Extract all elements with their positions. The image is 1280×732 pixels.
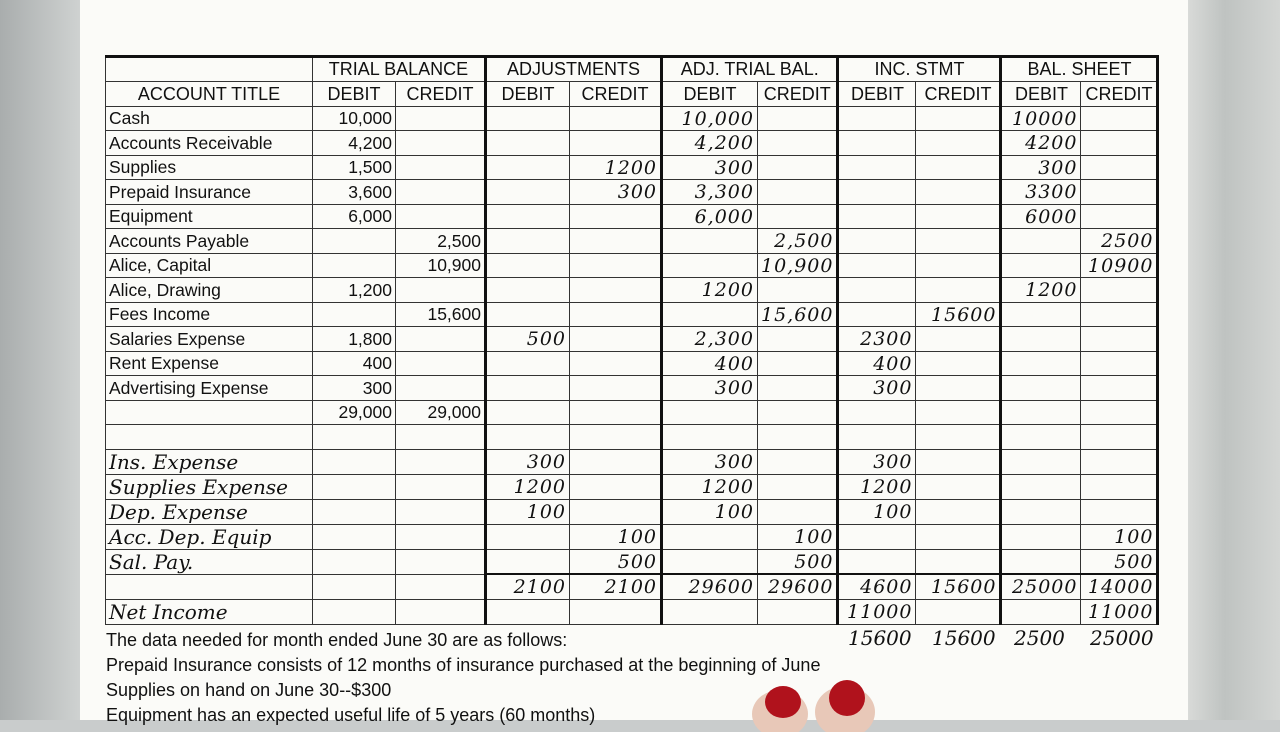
worksheet-row — [106, 229, 1158, 254]
atb-dr-cell — [662, 253, 758, 278]
atb-cr-cell — [758, 400, 838, 425]
adj-dr-cell: 1200 — [486, 474, 570, 499]
is-cr-cell — [916, 549, 1001, 574]
worksheet-row — [106, 204, 1158, 229]
tb-dr-cell — [313, 302, 396, 327]
worksheet-row — [106, 599, 1158, 624]
tb-dr-cell — [313, 425, 396, 450]
group-header-bal-sheet: BAL. SHEET — [1001, 57, 1158, 82]
bs-dr-cell: 3300 — [1001, 180, 1081, 205]
worksheet-row — [106, 425, 1158, 450]
is-dr-cell — [838, 549, 916, 574]
tb-dr-cell: 4,200 — [313, 131, 396, 156]
atb-debit-header: DEBIT — [662, 82, 758, 107]
adj-cr-cell — [570, 106, 662, 131]
account-title-cell: Cash — [106, 106, 313, 131]
adj-cr-cell — [570, 599, 662, 624]
worksheet-row — [106, 376, 1158, 401]
tb-cr-cell — [396, 499, 486, 524]
account-title-cell: Equipment — [106, 204, 313, 229]
adj-dr-cell — [486, 253, 570, 278]
bs-dr-cell — [1001, 400, 1081, 425]
is-dr-cell: 11000 — [838, 599, 916, 624]
account-title-cell: Ins. Expense — [106, 449, 313, 474]
tb-cr-cell — [396, 278, 486, 303]
is-cr-cell — [916, 327, 1001, 352]
bs-cr-cell — [1081, 499, 1158, 524]
worksheet-table-container — [105, 55, 1159, 625]
bs-cr-cell — [1081, 376, 1158, 401]
tb-cr-cell — [396, 131, 486, 156]
is-dr-cell — [838, 425, 916, 450]
account-title-cell: Alice, Capital — [106, 253, 313, 278]
bs-dr-cell: 4200 — [1001, 131, 1081, 156]
adj-cr-cell — [570, 425, 662, 450]
adj-cr-cell — [570, 278, 662, 303]
is-debit-header: DEBIT — [838, 82, 916, 107]
adj-cr-cell — [570, 351, 662, 376]
adj-dr-cell — [486, 351, 570, 376]
atb-dr-cell: 300 — [662, 449, 758, 474]
atb-dr-cell — [662, 400, 758, 425]
is-cr-cell — [916, 253, 1001, 278]
atb-cr-cell: 100 — [758, 524, 838, 549]
tb-dr-cell — [313, 253, 396, 278]
worksheet-table — [105, 55, 1159, 625]
is-dr-cell — [838, 400, 916, 425]
worksheet-row — [106, 155, 1158, 180]
adj-cr-cell — [570, 400, 662, 425]
adj-dr-cell — [486, 131, 570, 156]
atb-credit-header: CREDIT — [758, 82, 838, 107]
atb-cr-cell — [758, 351, 838, 376]
atb-cr-cell — [758, 106, 838, 131]
is-dr-cell — [838, 253, 916, 278]
is-cr-cell — [916, 425, 1001, 450]
grand-total-bs-debit: 2500 — [1014, 626, 1065, 650]
is-dr-cell — [838, 180, 916, 205]
bs-cr-cell: 500 — [1081, 549, 1158, 574]
tb-cr-cell — [396, 474, 486, 499]
adj-dr-cell: 300 — [486, 449, 570, 474]
bs-cr-cell — [1081, 449, 1158, 474]
problem-notes — [106, 628, 820, 728]
tb-dr-cell: 29,000 — [313, 400, 396, 425]
bs-dr-cell — [1001, 549, 1081, 574]
is-cr-cell — [916, 474, 1001, 499]
atb-dr-cell: 1200 — [662, 474, 758, 499]
bs-cr-cell — [1081, 351, 1158, 376]
bs-dr-cell: 6000 — [1001, 204, 1081, 229]
worksheet-row — [106, 400, 1158, 425]
adj-cr-cell — [570, 302, 662, 327]
tb-dr-cell: 1,500 — [313, 155, 396, 180]
bs-cr-cell — [1081, 278, 1158, 303]
adj-dr-cell — [486, 549, 570, 574]
is-cr-cell — [916, 499, 1001, 524]
bs-cr-cell — [1081, 474, 1158, 499]
bs-dr-cell: 1200 — [1001, 278, 1081, 303]
account-title-cell: Advertising Expense — [106, 376, 313, 401]
atb-cr-cell — [758, 204, 838, 229]
worksheet-row — [106, 474, 1158, 499]
is-credit-header: CREDIT — [916, 82, 1001, 107]
bs-dr-cell — [1001, 229, 1081, 254]
adj-cr-cell: 100 — [570, 524, 662, 549]
note-line: Equipment has an expected useful life of 5 years (60 months) — [106, 705, 596, 725]
bs-dr-cell — [1001, 524, 1081, 549]
adj-cr-cell — [570, 204, 662, 229]
adj-dr-cell — [486, 400, 570, 425]
adj-cr-cell — [570, 253, 662, 278]
adj-cr-cell — [570, 229, 662, 254]
adj-dr-cell — [486, 599, 570, 624]
note-line: Supplies on hand on June 30--$300 — [106, 680, 392, 700]
account-title-cell: Supplies — [106, 155, 313, 180]
bs-cr-cell — [1081, 302, 1158, 327]
is-dr-cell: 400 — [838, 351, 916, 376]
bs-cr-cell: 14000 — [1081, 574, 1158, 599]
bs-cr-cell — [1081, 204, 1158, 229]
tb-dr-cell — [313, 549, 396, 574]
tb-cr-cell — [396, 549, 486, 574]
adj-dr-cell — [486, 278, 570, 303]
bs-cr-cell: 10900 — [1081, 253, 1158, 278]
adj-cr-cell — [570, 327, 662, 352]
is-cr-cell — [916, 524, 1001, 549]
bs-cr-cell — [1081, 425, 1158, 450]
account-title-cell: Alice, Drawing — [106, 278, 313, 303]
bs-dr-cell: 25000 — [1001, 574, 1081, 599]
adj-cr-cell: 500 — [570, 549, 662, 574]
tb-cr-cell — [396, 180, 486, 205]
tb-cr-cell: 10,900 — [396, 253, 486, 278]
tb-cr-cell — [396, 351, 486, 376]
tb-credit-header: CREDIT — [396, 82, 486, 107]
atb-cr-cell: 500 — [758, 549, 838, 574]
atb-cr-cell — [758, 180, 838, 205]
tb-cr-cell — [396, 425, 486, 450]
bs-dr-cell: 10000 — [1001, 106, 1081, 131]
tb-dr-cell — [313, 524, 396, 549]
tb-cr-cell: 15,600 — [396, 302, 486, 327]
adj-cr-cell — [570, 131, 662, 156]
atb-dr-cell: 300 — [662, 376, 758, 401]
bs-dr-cell — [1001, 376, 1081, 401]
group-header-adj-trial-bal: ADJ. TRIAL BAL. — [662, 57, 838, 82]
is-cr-cell — [916, 229, 1001, 254]
tb-cr-cell: 29,000 — [396, 400, 486, 425]
bs-dr-cell — [1001, 599, 1081, 624]
atb-cr-cell — [758, 474, 838, 499]
worksheet-row — [106, 549, 1158, 574]
atb-dr-cell: 400 — [662, 351, 758, 376]
is-cr-cell — [916, 278, 1001, 303]
bs-cr-cell — [1081, 106, 1158, 131]
adj-dr-cell: 2100 — [486, 574, 570, 599]
bs-credit-header: CREDIT — [1081, 82, 1158, 107]
atb-cr-cell — [758, 599, 838, 624]
atb-dr-cell: 1200 — [662, 278, 758, 303]
grand-total-bs-credit: 25000 — [1090, 626, 1154, 650]
atb-cr-cell — [758, 425, 838, 450]
is-dr-cell: 4600 — [838, 574, 916, 599]
account-title-cell: Salaries Expense — [106, 327, 313, 352]
group-header-adjustments: ADJUSTMENTS — [486, 57, 662, 82]
group-header-inc-stmt: INC. STMT — [838, 57, 1001, 82]
background-wall-left — [0, 0, 80, 720]
is-cr-cell — [916, 449, 1001, 474]
worksheet-row — [106, 524, 1158, 549]
tb-dr-cell — [313, 474, 396, 499]
bs-cr-cell: 100 — [1081, 524, 1158, 549]
bs-debit-header: DEBIT — [1001, 82, 1081, 107]
adj-dr-cell — [486, 524, 570, 549]
tb-dr-cell: 1,200 — [313, 278, 396, 303]
atb-cr-cell — [758, 327, 838, 352]
is-dr-cell: 300 — [838, 376, 916, 401]
adj-dr-cell — [486, 106, 570, 131]
account-title-cell: Dep. Expense — [106, 499, 313, 524]
note-line: The data needed for month ended June 30 are as follows: — [106, 630, 568, 650]
bs-dr-cell — [1001, 499, 1081, 524]
fingertips-image — [725, 672, 915, 732]
is-cr-cell — [916, 106, 1001, 131]
worksheet-row — [106, 131, 1158, 156]
is-cr-cell: 15600 — [916, 302, 1001, 327]
is-dr-cell — [838, 524, 916, 549]
tb-dr-cell — [313, 574, 396, 599]
tb-dr-cell: 1,800 — [313, 327, 396, 352]
bs-cr-cell — [1081, 327, 1158, 352]
adj-cr-cell — [570, 449, 662, 474]
atb-dr-cell — [662, 549, 758, 574]
tb-cr-cell — [396, 574, 486, 599]
adj-dr-cell — [486, 204, 570, 229]
atb-cr-cell: 29600 — [758, 574, 838, 599]
worksheet-row — [106, 499, 1158, 524]
adj-dr-cell: 100 — [486, 499, 570, 524]
atb-cr-cell — [758, 155, 838, 180]
worksheet-row — [106, 278, 1158, 303]
account-title-cell: Acc. Dep. Equip — [106, 524, 313, 549]
atb-dr-cell: 100 — [662, 499, 758, 524]
is-dr-cell: 300 — [838, 449, 916, 474]
atb-dr-cell: 29600 — [662, 574, 758, 599]
worksheet-row — [106, 302, 1158, 327]
bs-dr-cell — [1001, 474, 1081, 499]
is-cr-cell — [916, 376, 1001, 401]
note-line: Prepaid Insurance consists of 12 months of insurance purchased at the beginning of June — [106, 655, 821, 675]
bs-cr-cell: 11000 — [1081, 599, 1158, 624]
is-dr-cell — [838, 106, 916, 131]
atb-cr-cell — [758, 278, 838, 303]
tb-dr-cell: 400 — [313, 351, 396, 376]
atb-dr-cell: 4,200 — [662, 131, 758, 156]
grand-total-is-credit: 15600 — [932, 626, 996, 650]
adj-debit-header: DEBIT — [486, 82, 570, 107]
is-cr-cell — [916, 204, 1001, 229]
atb-dr-cell: 10,000 — [662, 106, 758, 131]
header-blank — [106, 57, 313, 82]
account-title-cell — [106, 574, 313, 599]
worksheet-row — [106, 180, 1158, 205]
account-title-cell: Accounts Receivable — [106, 131, 313, 156]
bs-cr-cell: 2500 — [1081, 229, 1158, 254]
tb-cr-cell — [396, 204, 486, 229]
atb-cr-cell — [758, 131, 838, 156]
bs-dr-cell — [1001, 253, 1081, 278]
tb-dr-cell — [313, 229, 396, 254]
atb-dr-cell: 3,300 — [662, 180, 758, 205]
tb-cr-cell — [396, 155, 486, 180]
atb-dr-cell — [662, 425, 758, 450]
account-title-cell: Net Income — [106, 599, 313, 624]
is-cr-cell — [916, 599, 1001, 624]
account-title-cell: Sal. Pay. — [106, 549, 313, 574]
tb-dr-cell — [313, 599, 396, 624]
bs-dr-cell: 300 — [1001, 155, 1081, 180]
account-title-cell: Supplies Expense — [106, 474, 313, 499]
tb-dr-cell: 3,600 — [313, 180, 396, 205]
atb-dr-cell — [662, 599, 758, 624]
bs-cr-cell — [1081, 400, 1158, 425]
atb-cr-cell — [758, 499, 838, 524]
is-dr-cell — [838, 131, 916, 156]
adj-dr-cell — [486, 425, 570, 450]
adj-dr-cell — [486, 376, 570, 401]
tb-cr-cell — [396, 524, 486, 549]
worksheet-row — [106, 574, 1158, 599]
bs-cr-cell — [1081, 131, 1158, 156]
adj-dr-cell — [486, 302, 570, 327]
account-title-cell: Prepaid Insurance — [106, 180, 313, 205]
adj-dr-cell — [486, 229, 570, 254]
atb-dr-cell — [662, 302, 758, 327]
worksheet-row — [106, 449, 1158, 474]
is-cr-cell — [916, 180, 1001, 205]
atb-dr-cell: 300 — [662, 155, 758, 180]
tb-dr-cell: 10,000 — [313, 106, 396, 131]
account-title-cell: Rent Expense — [106, 351, 313, 376]
account-title-header: ACCOUNT TITLE — [106, 82, 313, 107]
is-cr-cell — [916, 351, 1001, 376]
bs-cr-cell — [1081, 180, 1158, 205]
worksheet-row — [106, 327, 1158, 352]
atb-cr-cell: 10,900 — [758, 253, 838, 278]
adj-credit-header: CREDIT — [570, 82, 662, 107]
tb-dr-cell: 300 — [313, 376, 396, 401]
is-dr-cell — [838, 229, 916, 254]
bs-dr-cell — [1001, 449, 1081, 474]
worksheet-row — [106, 351, 1158, 376]
adj-cr-cell — [570, 499, 662, 524]
atb-dr-cell — [662, 229, 758, 254]
is-dr-cell — [838, 155, 916, 180]
atb-dr-cell: 6,000 — [662, 204, 758, 229]
tb-cr-cell — [396, 327, 486, 352]
adj-cr-cell: 2100 — [570, 574, 662, 599]
atb-cr-cell: 2,500 — [758, 229, 838, 254]
atb-cr-cell — [758, 449, 838, 474]
is-dr-cell: 100 — [838, 499, 916, 524]
is-cr-cell: 15600 — [916, 574, 1001, 599]
tb-cr-cell — [396, 599, 486, 624]
is-dr-cell — [838, 302, 916, 327]
tb-cr-cell: 2,500 — [396, 229, 486, 254]
adj-dr-cell — [486, 180, 570, 205]
is-dr-cell: 1200 — [838, 474, 916, 499]
account-title-cell — [106, 400, 313, 425]
atb-dr-cell: 2,300 — [662, 327, 758, 352]
account-title-cell — [106, 425, 313, 450]
is-cr-cell — [916, 131, 1001, 156]
tb-dr-cell — [313, 449, 396, 474]
tb-dr-cell — [313, 499, 396, 524]
bs-dr-cell — [1001, 302, 1081, 327]
is-cr-cell — [916, 155, 1001, 180]
tb-cr-cell — [396, 449, 486, 474]
adj-cr-cell — [570, 474, 662, 499]
account-title-cell: Accounts Payable — [106, 229, 313, 254]
atb-cr-cell — [758, 376, 838, 401]
bs-cr-cell — [1081, 155, 1158, 180]
grand-total-is-debit: 15600 — [848, 626, 912, 650]
adj-cr-cell: 1200 — [570, 155, 662, 180]
adj-dr-cell: 500 — [486, 327, 570, 352]
is-dr-cell: 2300 — [838, 327, 916, 352]
account-title-cell: Fees Income — [106, 302, 313, 327]
tb-cr-cell — [396, 106, 486, 131]
is-dr-cell — [838, 204, 916, 229]
atb-dr-cell — [662, 524, 758, 549]
adj-cr-cell: 300 — [570, 180, 662, 205]
is-cr-cell — [916, 400, 1001, 425]
tb-debit-header: DEBIT — [313, 82, 396, 107]
is-dr-cell — [838, 278, 916, 303]
tb-cr-cell — [396, 376, 486, 401]
background-wall-right — [1188, 0, 1280, 720]
worksheet-row — [106, 106, 1158, 131]
tb-dr-cell: 6,000 — [313, 204, 396, 229]
adj-cr-cell — [570, 376, 662, 401]
group-header-trial-balance: TRIAL BALANCE — [313, 57, 486, 82]
bs-dr-cell — [1001, 351, 1081, 376]
atb-cr-cell: 15,600 — [758, 302, 838, 327]
worksheet-row — [106, 253, 1158, 278]
bs-dr-cell — [1001, 327, 1081, 352]
bs-dr-cell — [1001, 425, 1081, 450]
adj-dr-cell — [486, 155, 570, 180]
